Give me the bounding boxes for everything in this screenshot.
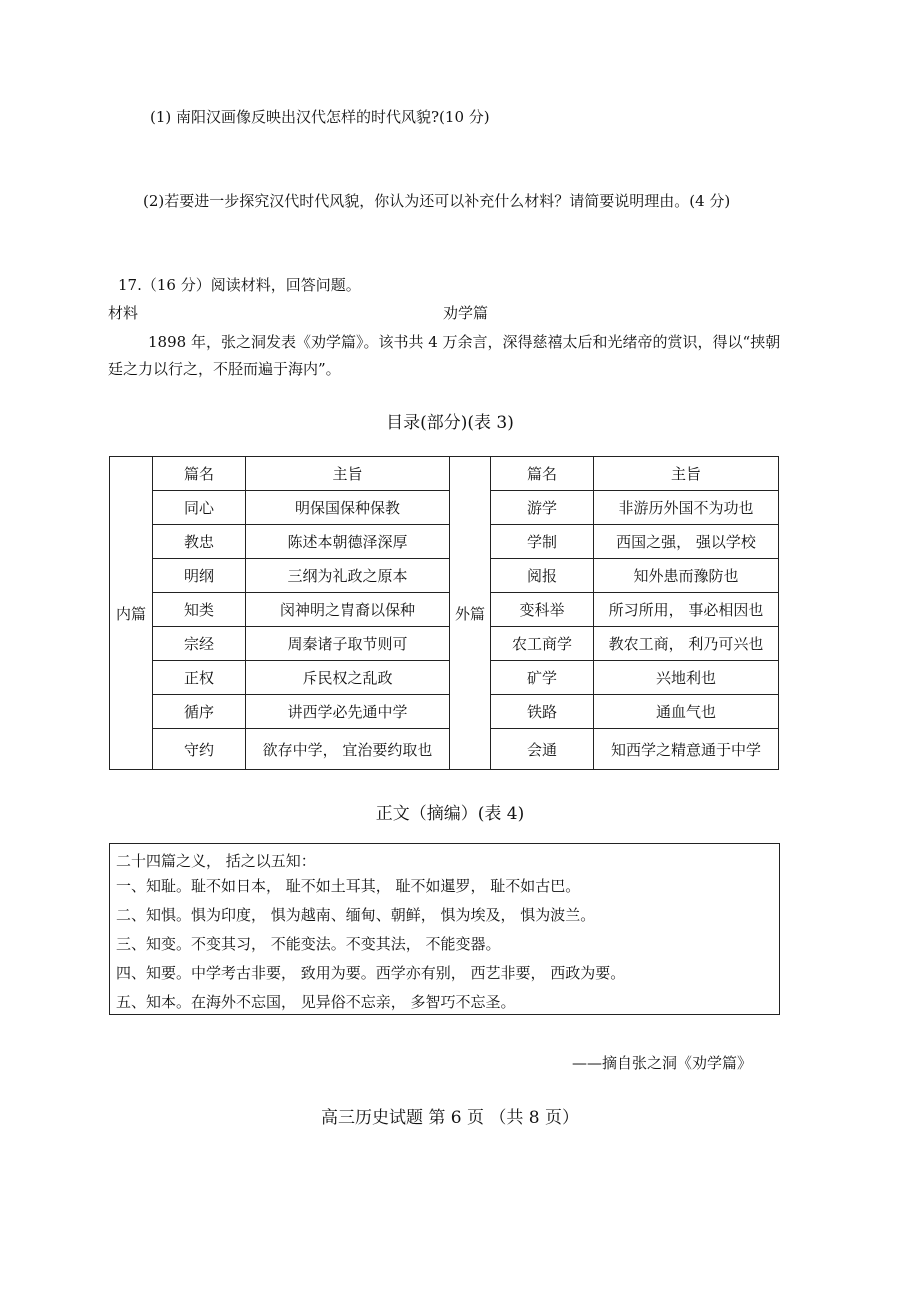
question-1: (1) 南阳汉画像反映出汉代怎样的时代风貌?(10 分) [150,108,490,126]
outer-theme-cell: 教农工商， 利乃可兴也 [594,627,779,661]
outer-theme-cell: 所习所用， 事必相因也 [594,593,779,627]
inner-name-cell: 宗经 [153,627,246,661]
inner-name-cell: 守约 [153,729,246,770]
header-name-outer: 篇名 [491,457,594,491]
material-paragraph: 1898 年，张之洞发表《劝学篇》。该书共 4 万余言，深得慈禧太后和光绪帝的赏识，得以“挟朝廷之力以行之，不胫而遍于海内”。 [108,333,781,378]
text-line: 五、知本。在海外不忘国， 见异俗不忘亲， 多智巧不忘圣。 [116,993,516,1011]
source-citation: ——摘自张之洞《劝学篇》 [571,1054,752,1072]
inner-name-cell: 知类 [153,593,246,627]
text-line: 四、知要。中学考古非要， 致用为要。西学亦有别， 西艺非要， 西政为要。 [116,964,626,982]
table-row [110,729,779,770]
inner-section-label: 内篇 [110,457,153,770]
outer-name-cell: 铁路 [491,695,594,729]
table-row [110,525,779,559]
question-17: 17.（16 分）阅读材料，回答问题。 [118,276,361,294]
text-line: 一、知耻。耻不如日本， 耻不如土耳其， 耻不如暹罗， 耻不如古巴。 [116,877,581,895]
inner-name-cell: 正权 [153,661,246,695]
table-row [110,559,779,593]
table-row [110,491,779,525]
outer-name-cell: 阅报 [491,559,594,593]
table-row [110,661,779,695]
inner-theme-cell: 闵神明之胄裔以保种 [246,593,450,627]
outer-name-cell: 变科举 [491,593,594,627]
material-label: 材料 [108,304,139,322]
text-line: 二、知惧。惧为印度， 惧为越南、缅甸、朝鲜， 惧为埃及， 惧为波兰。 [116,906,596,924]
outer-name-cell: 矿学 [491,661,594,695]
outer-name-cell: 会通 [491,729,594,770]
toc-body [110,457,779,770]
outer-theme-cell: 知西学之精意通于中学 [594,729,779,770]
table3-caption: 目录(部分)(表 3) [386,413,514,433]
text-line: 二十四篇之义， 括之以五知： [116,852,316,870]
inner-name-cell: 循序 [153,695,246,729]
outer-theme-cell: 非游历外国不为功也 [594,491,779,525]
header-theme-outer: 主旨 [594,457,779,491]
header-name-inner: 篇名 [153,457,246,491]
table-row [110,695,779,729]
table4-text-box [109,843,780,1015]
inner-theme-cell: 明保国保种保教 [246,491,450,525]
inner-theme-cell: 三纲为礼政之原本 [246,559,450,593]
outer-name-cell: 农工商学 [491,627,594,661]
inner-name-cell: 同心 [153,491,246,525]
text-line: 三、知变。不变其习， 不能变法。不变其法， 不能变器。 [116,935,501,953]
table-row [110,593,779,627]
page-footer: 高三历史试题 第 6 页 （共 8 页） [320,1108,580,1128]
inner-name-cell: 明纲 [153,559,246,593]
inner-name-cell: 教忠 [153,525,246,559]
outer-theme-cell: 兴地利也 [594,661,779,695]
table-row [110,627,779,661]
inner-theme-cell: 陈述本朝德泽深厚 [246,525,450,559]
outer-theme-cell: 通血气也 [594,695,779,729]
outer-section-label: 外篇 [450,457,491,770]
outer-name-cell: 学制 [491,525,594,559]
question-2: (2)若要进一步探究汉代时代风貌，你认为还可以补充什么材料？请简要说明理由。(4 分) [143,192,731,210]
inner-theme-cell: 斥民权之乱政 [246,661,450,695]
inner-theme-cell: 欲存中学， 宜治要约取也 [246,729,450,770]
header-theme-inner: 主旨 [246,457,450,491]
table-header-row [110,457,779,491]
material-title: 劝学篇 [443,304,489,322]
outer-theme-cell: 知外患而豫防也 [594,559,779,593]
table4-caption: 正文（摘编）(表 4) [375,804,525,824]
inner-theme-cell: 周秦诸子取节则可 [246,627,450,661]
inner-theme-cell: 讲西学必先通中学 [246,695,450,729]
outer-theme-cell: 西国之强， 强以学校 [594,525,779,559]
outer-name-cell: 游学 [491,491,594,525]
table3-toc [109,456,779,770]
